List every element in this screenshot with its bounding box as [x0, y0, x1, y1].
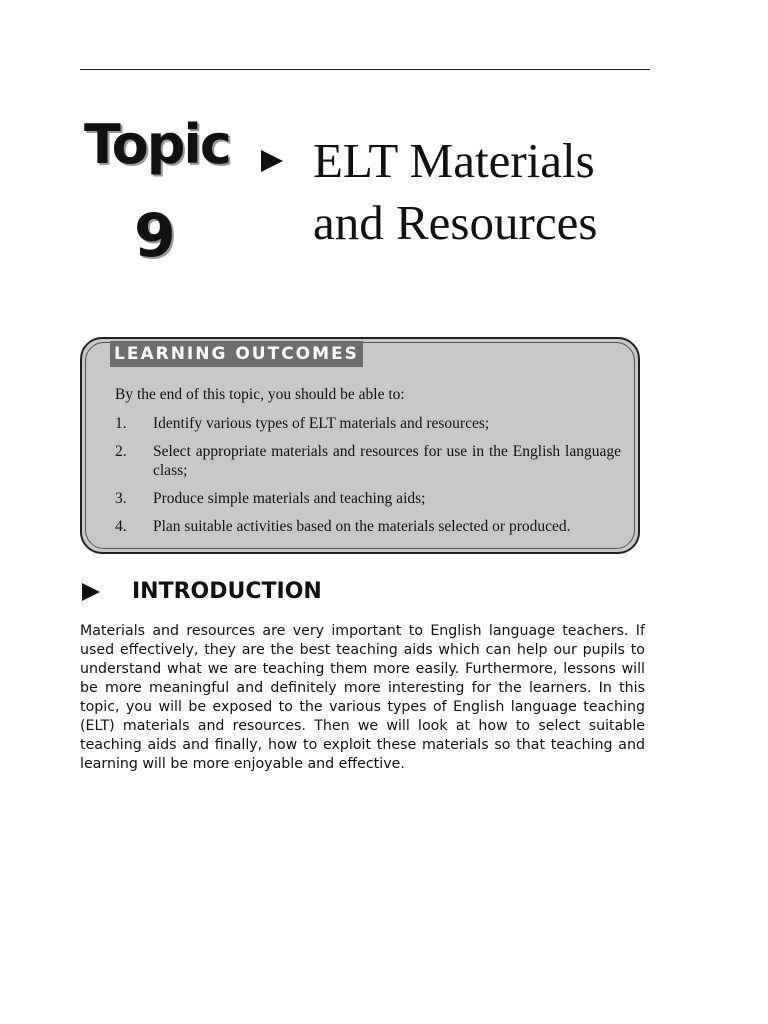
topic-number: 9	[134, 201, 176, 271]
list-item-text: Select appropriate materials and resources for use in the English language class;	[153, 443, 621, 479]
list-item	[115, 489, 621, 508]
list-item-text: Produce simple materials and teaching aids;	[153, 490, 426, 507]
learning-outcomes-intro: By the end of this topic, you should be able to:	[115, 386, 405, 403]
list-item-number: 2.	[115, 443, 127, 460]
list-item-text: Plan suitable activities based on the materials selected or produced.	[153, 518, 571, 535]
list-item	[115, 414, 621, 433]
section-arrow-icon	[82, 583, 100, 601]
list-item-number: 4.	[115, 518, 127, 535]
page-title	[313, 130, 597, 254]
learning-outcomes-heading: LEARNING OUTCOMES	[110, 341, 363, 367]
list-item-number: 3.	[115, 490, 127, 507]
topic-label: Topic	[84, 113, 230, 176]
play-arrow-icon	[261, 150, 283, 172]
list-item-number: 1.	[115, 415, 127, 432]
list-item	[115, 517, 621, 536]
introduction-heading: INTRODUCTION	[132, 579, 322, 604]
page-title-line-1: ELT Materials	[313, 133, 595, 188]
top-divider	[80, 69, 650, 70]
introduction-paragraph: Materials and resources are very important to English language teachers. If used effectively, they are the best teaching aids which can help our pupils to understand what we are teaching them more easily. Furthermore, lessons will be more meaningful and definitely more interesting for the learners. In this topic, you will be exposed to the various types of English language teaching (ELT) materials and resources. Then we will look at how to select suitable teaching aids and finally, how to exploit these materials so that teaching and learning will be more enjoyable and effective.	[80, 623, 645, 772]
page-title-line-2: and Resources	[313, 195, 598, 250]
list-item-text: Identify various types of ELT materials and resources;	[153, 415, 490, 432]
learning-outcomes-list	[115, 414, 621, 545]
list-item	[115, 442, 621, 480]
